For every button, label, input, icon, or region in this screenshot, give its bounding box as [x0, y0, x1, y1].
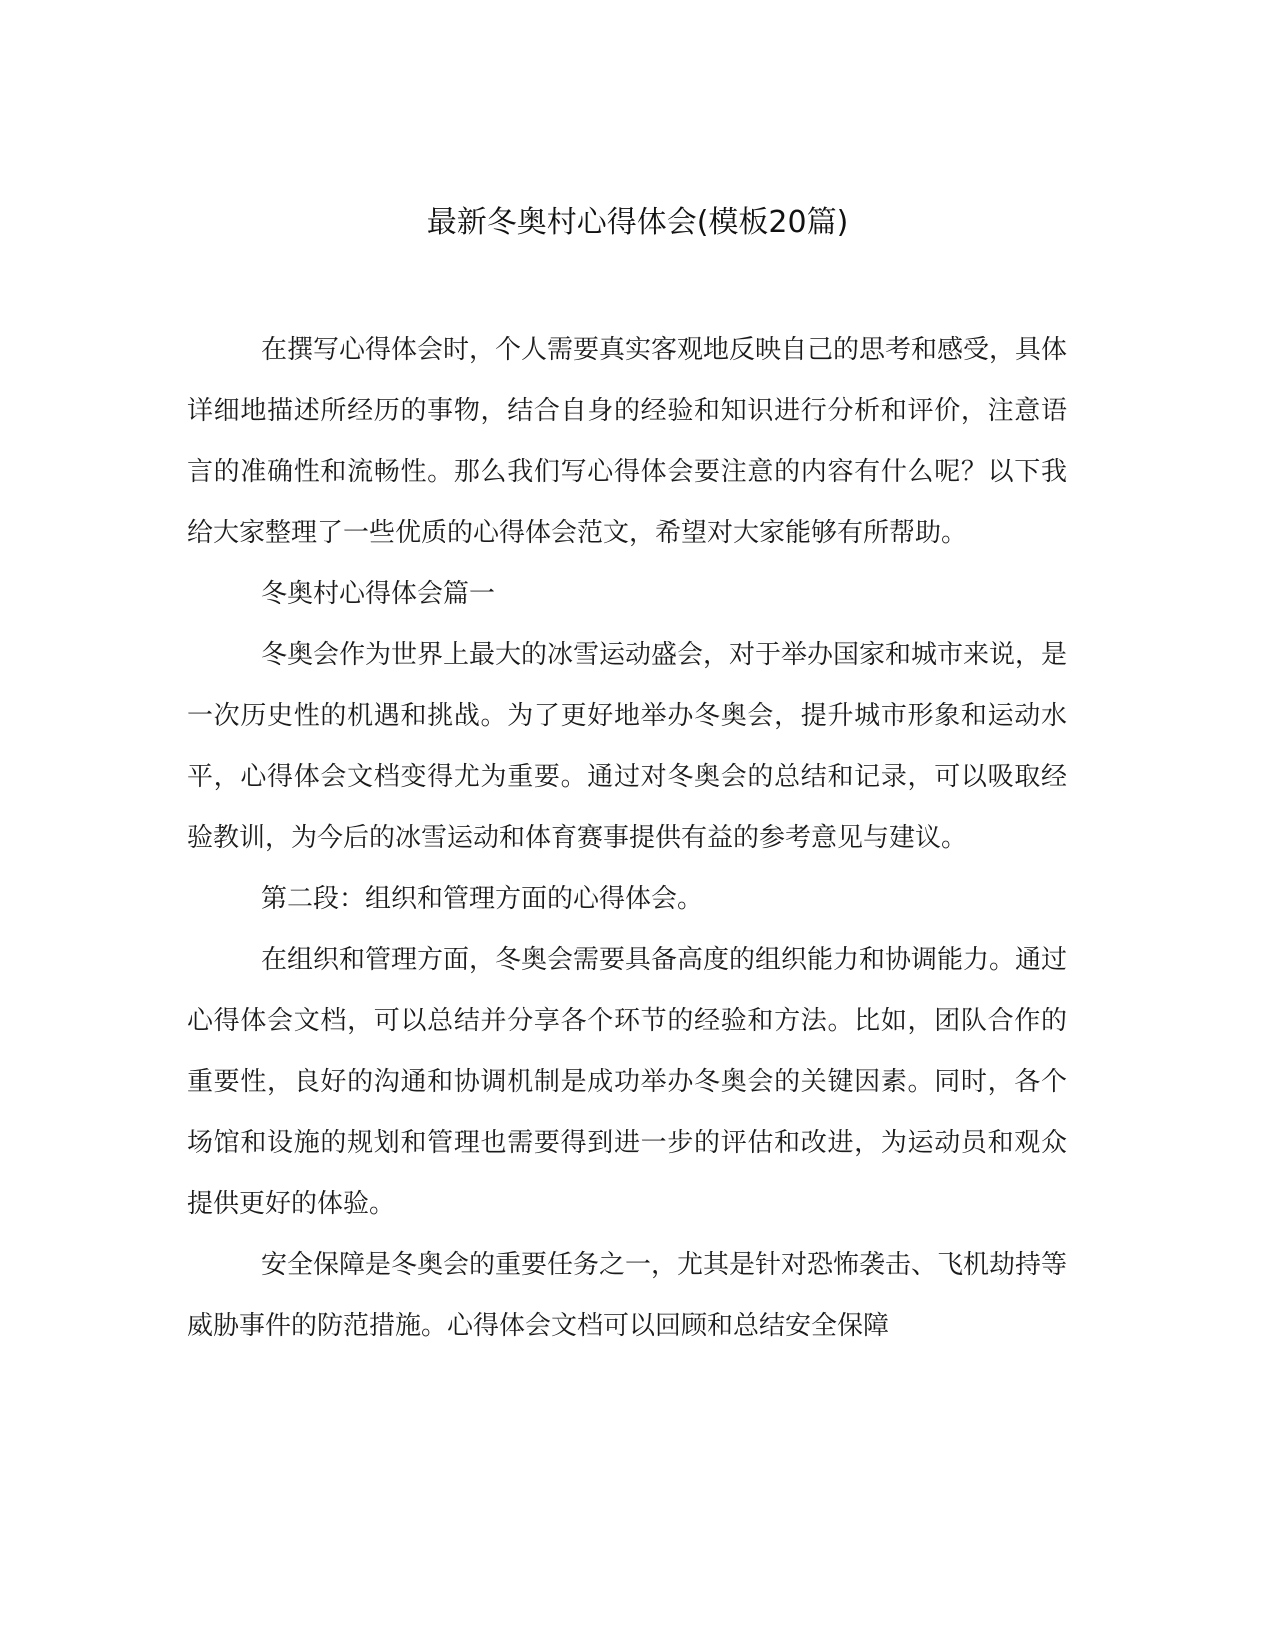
- section-heading-part-one: 冬奥村心得体会篇一: [261, 579, 496, 609]
- document-body: [187, 320, 1067, 1357]
- winter-olympics-paragraph: 冬奥会作为世界上最大的冰雪运动盛会，对于举办国家和城市来说，是一次历史性的机遇和挑战。为了更好地举办冬奥会，提升城市形象和运动水平，心得体会文档变得尤为重要。通过对冬奥会的总结和记录，可以吸取经验教训，为今后的冰雪运动和体育赛事提供有益的参考意见与建议。: [187, 640, 1068, 853]
- organization-management-paragraph: 在组织和管理方面，冬奥会需要具备高度的组织能力和协调能力。通过心得体会文档，可以总结并分享各个环节的经验和方法。比如，团队合作的重要性，良好的沟通和协调机制是成功举办冬奥会的关键因素。同时，各个场馆和设施的规划和管理也需要得到进一步的评估和改进，为运动员和观众提供更好的体验。: [187, 945, 1068, 1219]
- intro-paragraph: 在撰写心得体会时，个人需要真实客观地反映自己的思考和感受，具体详细地描述所经历的事物，结合自身的经验和知识进行分析和评价，注意语言的准确性和流畅性。那么我们写心得体会要注意的内容有什么呢？以下我给大家整理了一些优质的心得体会范文，希望对大家能够有所帮助。: [187, 335, 1068, 548]
- section-heading-second-part: 第二段：组织和管理方面的心得体会。: [261, 884, 704, 914]
- security-paragraph: 安全保障是冬奥会的重要任务之一，尤其是针对恐怖袭击、飞机劫持等威胁事件的防范措施。心得体会文档可以回顾和总结安全保障: [187, 1250, 1068, 1341]
- document-title: 最新冬奥村心得体会(模板20篇): [426, 205, 849, 240]
